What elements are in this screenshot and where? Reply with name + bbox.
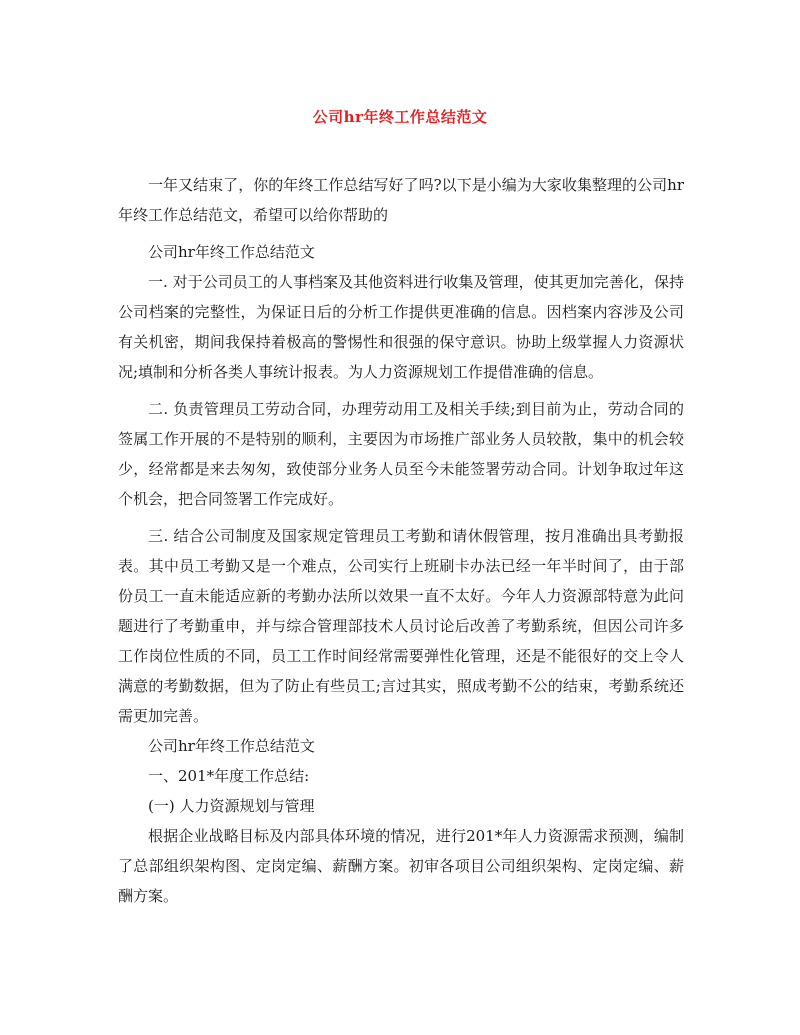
- section-heading: 公司hr年终工作总结范文: [148, 243, 315, 261]
- body-paragraph: 二. 负责管理员工劳动合同，办理劳动用工及相关手续;到目前为止，劳动合同的签属工作开展的不是特别的顺利，主要因为市场推广部业务人员较散，集中的机会较少，经常都是来去匆匆，致使部分业务人员至今未能签署劳动合同。计划争取过年这个机会，把合同签署工作完成好。: [118, 400, 684, 508]
- document-body: [118, 170, 684, 911]
- subsection-heading: (一) 人力资源规划与管理: [148, 797, 315, 815]
- intro-paragraph: 一年又结束了，你的年终工作总结写好了吗?以下是小编为大家收集整理的公司hr年终工作总结范文，希望可以给你帮助的: [118, 176, 684, 224]
- body-paragraph: 根据企业战略目标及内部具体环境的情况，进行201*年人力资源需求预测，编制了总部组织架构图、定岗定编、薪酬方案。初审各项目公司组织架构、定岗定编、薪酬方案。: [118, 827, 684, 905]
- body-paragraph: 一. 对于公司员工的人事档案及其他资料进行收集及管理，使其更加完善化，保持公司档案的完整性，为保证日后的分析工作提供更准确的信息。因档案内容涉及公司有关机密，期间我保持着极高的警惕性和很强的保守意识。协助上级掌握人力资源状况;填制和分析各类人事统计报表。为人力资源规划工作提借准确的信息。: [118, 273, 684, 381]
- body-paragraph: 三. 结合公司制度及国家规定管理员工考勤和请休假管理，按月准确出具考勤报表。其中员工考勤又是一个难点，公司实行上班刷卡办法已经一年半时间了，由于部份员工一直未能适应新的考勤办法所以效果一直不太好。今年人力资源部特意为此问题进行了考勤重申，并与综合管理部技术人员讨论后改善了考勤系统，但因公司许多工作岗位性质的不同，员工工作时间经常需要弹性化管理，还是不能很好的交上令人满意的考勤数据，但为了防止有些员工;言过其实，照成考勤不公的结束，考勤系统还需更加完善。: [118, 527, 684, 725]
- document-title: 公司hr年终工作总结范文: [312, 108, 488, 126]
- subsection-heading: 一、201*年度工作总结:: [148, 767, 310, 785]
- section-heading: 公司hr年终工作总结范文: [148, 737, 315, 755]
